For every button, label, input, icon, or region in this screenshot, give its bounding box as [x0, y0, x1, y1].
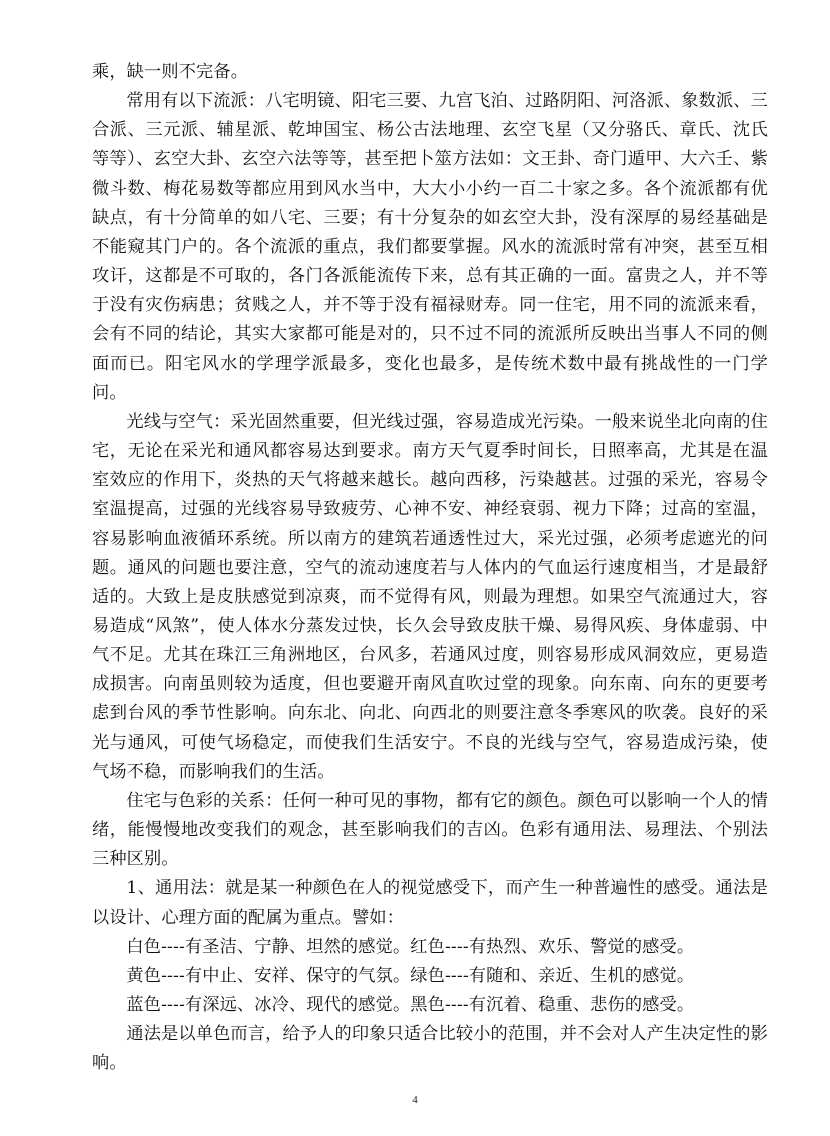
color-line-yellow-green: 黄色----有中止、安祥、保守的气氛。绿色----有随和、亲近、生机的感觉。	[126, 965, 695, 986]
page-number: 4	[412, 1094, 418, 1106]
document-page	[92, 58, 768, 1078]
color-line-white-red: 白色----有圣洁、宁静、坦然的感觉。红色----有热烈、欢乐、警觉的感受。	[126, 936, 695, 957]
paragraph-light-and-air: 光线与空气：采光固然重要，但光线过强，容易造成光污染。一般来说坐北向南的住宅，无论在采光和通风都容易达到要求。南方天气夏季时间长，日照率高，尤其是在温室效应的作用下，炎热的天气将越来越长。越向西移，污染越甚。过强的采光，容易令室温提高，过强的光线容易导致疲劳、心神不安、神经衰弱、视力下降；过高的室温，容易影响血液循环系统。所以南方的建筑若通透性过大，采光过强，必须考虑遮光的问题。通风的问题也要注意，空气的流动速度若与人体内的气血运行速度相当，才是最舒适的。大致上是皮肤感觉到凉爽，而不觉得有风，则最为理想。如果空气流通过大，容易造成“风煞”，使人体水分蒸发过快，长久会导致皮肤干燥、易得风疾、身体虚弱、中气不足。尤其在珠江三角洲地区，台风多，若通风过度，则容易形成风洞效应，更易造成损害。向南虽则较为适度，但也要避开南风直吹过堂的现象。向东南、向东的更要考虑到台风的季节性影响。向东北、向北、向西北的则要注意冬季寒风的吹袭。良好的采光与通风，可使气场稳定，而使我们生活安宁。不良的光线与空气，容易造成污染，使气场不稳，而影响我们的生活。	[92, 411, 768, 782]
paragraph-schools: 常用有以下流派：八宅明镜、阳宅三要、九宫飞泊、过路阴阳、河洛派、象数派、三合派、三元派、辅星派、乾坤国宝、杨公古法地理、玄空飞星（又分骆氏、章氏、沈氏等等）、玄空大卦、玄空六法等等，甚至把卜筮方法如：文王卦、奇门遁甲、大六壬、紫微斗数、梅花易数等都应用到风水当中，大大小小约一百二十家之多。各个流派都有优缺点，有十分简单的如八宅、三要；有十分复杂的如玄空大卦，没有深厚的易经基础是不能窥其门户的。各个流派的重点，我们都要掌握。风水的流派时常有冲突，甚至互相攻讦，这都是不可取的，各门各派能流传下来，总有其正确的一面。富贵之人，并不等于没有灾伤病患；贫贱之人，并不等于没有福禄财寿。同一住宅，用不同的流派来看，会有不同的结论，其实大家都可能是对的，只不过不同的流派所反映出当事人不同的侧面而已。阳宅风水的学理学派最多，变化也最多，是传统术数中最有挑战性的一门学问。	[92, 91, 768, 403]
paragraph-general-method: 1、通用法：就是某一种颜色在人的视觉感受下，而产生一种普遍性的感受。通法是以设计、心理方面的配属为重点。譬如：	[92, 878, 768, 928]
paragraph-continuation: 乘，缺一则不完备。	[92, 62, 249, 82]
color-line-blue-black: 蓝色----有深远、冰冷、现代的感觉。黑色----有沉着、稳重、悲伤的感受。	[126, 995, 695, 1015]
paragraph-closing: 通法是以单色而言，给予人的印象只适合比较小的范围，并不会对人产生决定性的影响。	[92, 1024, 768, 1074]
paragraph-house-colors: 住宅与色彩的关系：任何一种可见的事物，都有它的颜色。颜色可以影响一个人的情绪，能慢慢地改变我们的观念，甚至影响我们的吉凶。色彩有通用法、易理法、个别法三种区别。	[92, 790, 768, 870]
